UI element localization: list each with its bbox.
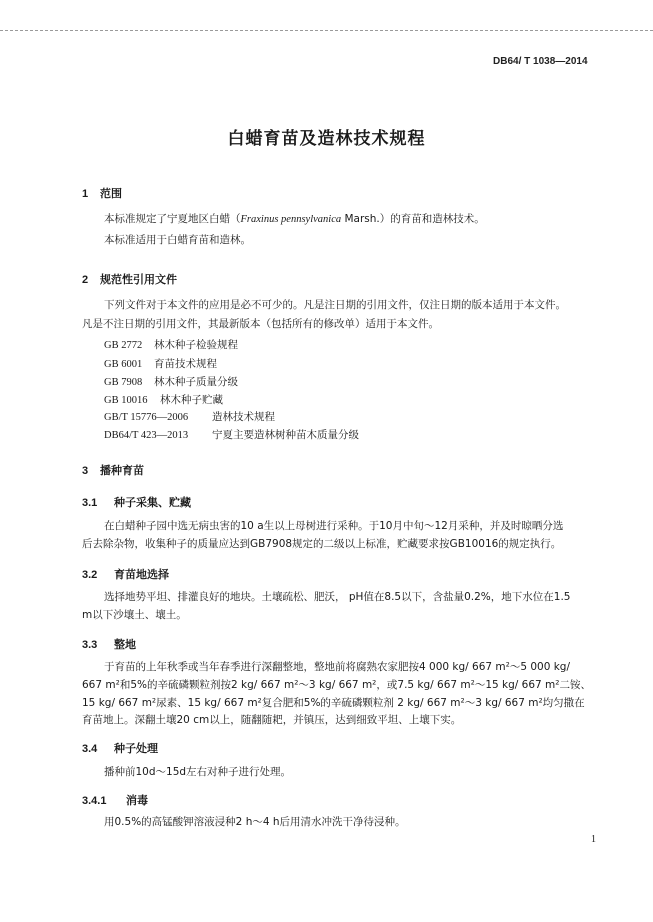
section-3-4-1-heading xyxy=(82,792,148,808)
paragraph-line: 选择地势平坦、排灌良好的地块。土壤疏松、肥沃， pH值在8.5以下，含盐量0.2%，地下水位在1.5 xyxy=(104,591,571,603)
section-title: 种子处理 xyxy=(114,742,158,755)
section-3-2-heading xyxy=(82,566,169,582)
section-number: 2 xyxy=(82,274,89,286)
section-title: 整地 xyxy=(114,638,136,651)
reference-title: 造林技术规程 xyxy=(212,411,275,423)
section-3-3-heading xyxy=(82,636,136,652)
reference-code: GB 7908 xyxy=(104,377,143,388)
page-title: 白蜡育苗及造林技术规程 xyxy=(227,129,426,149)
paragraph-line: m以下沙壤土、壤土。 xyxy=(82,609,187,621)
scope-paragraph-1 xyxy=(104,213,485,226)
reference-item xyxy=(104,392,223,407)
reference-item xyxy=(104,427,359,442)
section-title: 消毒 xyxy=(126,794,148,807)
section-3-1-heading xyxy=(82,494,191,510)
section-number: 3 xyxy=(82,465,89,477)
section-number: 3.1 xyxy=(82,497,98,509)
paragraph-line: 播种前10d～15d左右对种子进行处理。 xyxy=(104,766,292,778)
paragraph-line: 育苗地上。深翻土壤20 cm以上，随翻随耙，并镇压，达到细致平坦、上壤下实。 xyxy=(82,714,462,726)
section-number: 3.2 xyxy=(82,569,98,581)
section-title: 育苗地选择 xyxy=(114,568,169,581)
reference-item xyxy=(104,409,275,424)
paragraph-line: 用0.5%的高锰酸钾溶液浸种2 h～4 h后用清水冲洗干净待浸种。 xyxy=(104,816,406,828)
latin-name: Fraxinus pennsylvanica xyxy=(240,214,342,225)
scope-text: 本标准规定了宁夏地区白蜡（ xyxy=(104,213,241,225)
section-title: 播种育苗 xyxy=(100,464,144,477)
section-number: 1 xyxy=(82,188,89,200)
section-number: 3.4 xyxy=(82,743,98,755)
paragraph-line: 于育苗的上年秋季或当年春季进行深翻整地，整地前将腐熟农家肥按4 000 kg/ 667 m²～5 000 kg/ xyxy=(104,661,571,673)
normative-intro-line-1: 下列文件对于本文件的应用是必不可少的。凡是注日期的引用文件，仅注日期的版本适用于本文件。 xyxy=(104,299,566,311)
scope-text-end: Marsh.）的育苗和造林技术。 xyxy=(341,213,485,225)
reference-code: GB 6001 xyxy=(104,359,143,370)
reference-title: 林木种子质量分级 xyxy=(154,376,238,388)
paragraph-line: 在白蜡种子园中选无病虫害的10 a生以上母树进行采种。于10月中旬～12月采种，并及时晾晒分选 xyxy=(104,520,564,532)
reference-item xyxy=(104,374,238,389)
section-number: 3.3 xyxy=(82,639,98,651)
reference-title: 宁夏主要造林树种苗木质量分级 xyxy=(212,429,359,441)
section-title: 范围 xyxy=(100,187,122,200)
reference-item xyxy=(104,337,238,352)
reference-title: 林木种子检验规程 xyxy=(154,339,238,351)
section-number: 3.4.1 xyxy=(82,795,107,807)
document-id: DB64/ T 1038—2014 xyxy=(493,56,588,67)
section-3-4-heading xyxy=(82,740,158,756)
section-3-heading xyxy=(82,462,144,478)
normative-intro-line-2: 凡是不注日期的引用文件，其最新版本（包括所有的修改单）适用于本文件。 xyxy=(82,318,439,330)
reference-code: GB 10016 xyxy=(104,395,148,406)
reference-item xyxy=(104,356,217,371)
paragraph-line: 667 m²和5%的辛硫磷颗粒剂按2 kg/ 667 m²～3 kg/ 667 m²，或7.5 kg/ 667 m²～15 kg/ 667 m²二铵、 xyxy=(82,679,591,691)
reference-title: 育苗技术规程 xyxy=(154,358,217,370)
section-title: 种子采集、贮藏 xyxy=(114,496,191,509)
reference-code: GB/T 15776—2006 xyxy=(104,412,189,423)
section-title: 规范性引用文件 xyxy=(100,273,177,286)
section-2-heading xyxy=(82,271,177,287)
reference-code: DB64/T 423—2013 xyxy=(104,430,189,441)
paragraph-line: 后去除杂物，收集种子的质量应达到GB7908规定的二级以上标准，贮藏要求按GB10016的规定执行。 xyxy=(82,538,562,550)
reference-code: GB 2772 xyxy=(104,340,143,351)
scope-paragraph-2: 本标准适用于白蜡育苗和造林。 xyxy=(104,234,251,246)
header-rule xyxy=(0,30,653,31)
reference-title: 林木种子贮藏 xyxy=(160,394,223,406)
section-1-heading xyxy=(82,185,122,201)
page-number: 1 xyxy=(591,834,596,845)
paragraph-line: 15 kg/ 667 m²尿素、15 kg/ 667 m²复合肥和5%的辛硫磷颗粒剂 2 kg/ 667 m²～3 kg/ 667 m²均匀撒在 xyxy=(82,697,585,709)
